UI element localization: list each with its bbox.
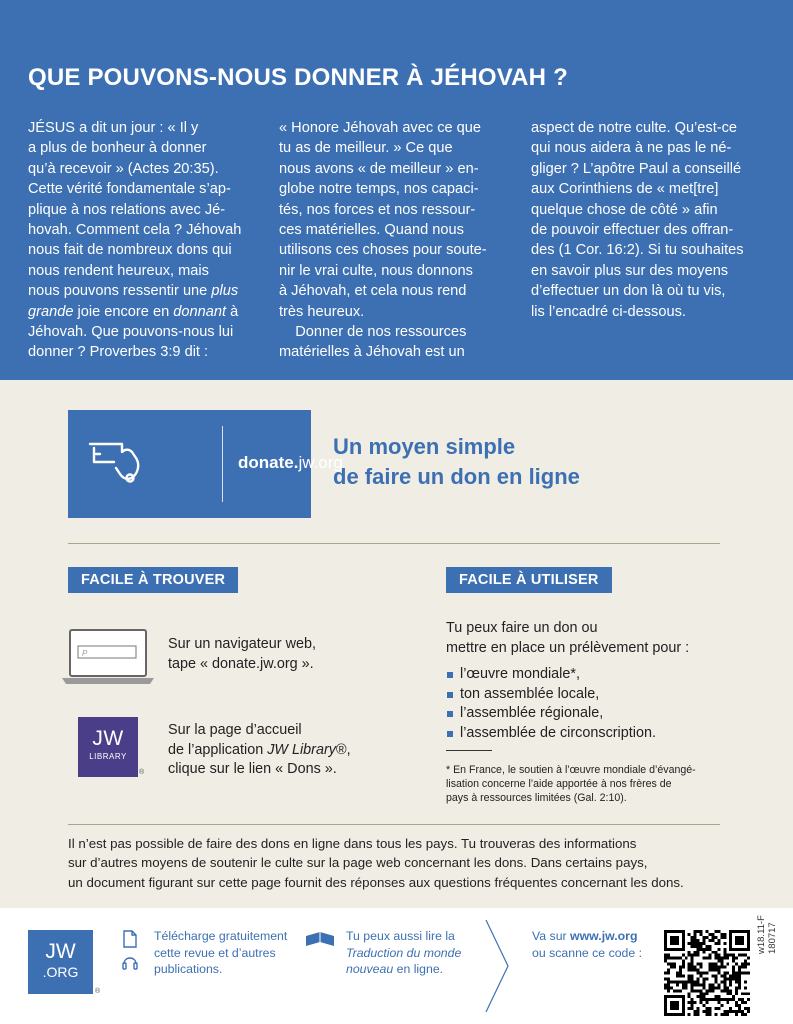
divider-top: [68, 543, 720, 544]
list-item: l’assemblée régionale,: [446, 704, 656, 724]
logo-jw: JW: [45, 940, 76, 963]
document-icon: [122, 930, 138, 970]
list-item: l’assemblée de circonscription.: [446, 724, 656, 744]
jw-library-app-icon[interactable]: [78, 717, 138, 777]
footnote: * En France, le soutien à l’œuvre mondiale d’évangé- lisation concerne l’aide apportée à nos frères de pays à ressources limitées (Gal. 2:10).: [446, 764, 696, 804]
banner-divider: [222, 426, 223, 502]
article-column-3: aspect de notre culte. Qu’est-ce qui nous aidera à ne pas le né- gliger ? L’apôtre Paul a conseillé aux Corinthiens de « met[tre] quelque chose de côté » afin de pouvoir effectuer des offran- des (1 Cor. 16:2). Si tu souhaites en savoir plus sur des moyens d’effectuer un don là où tu vis, lis l’encadré ci-dessous.: [531, 120, 744, 320]
donation-targets-list: [446, 665, 656, 743]
open-book-icon: [304, 930, 336, 948]
app-icon-library: LIBRARY: [89, 752, 127, 761]
app-registered-mark: ®: [139, 769, 145, 776]
bible-text-2: en ligne.: [393, 962, 444, 976]
page-title: QUE POUVONS-NOUS DONNER À JÉHOVAH ?: [28, 64, 568, 91]
col1-emphasis-1: plus grande: [28, 283, 243, 320]
article-column-1: [28, 118, 260, 363]
chevron-right-icon: [484, 918, 510, 1014]
logo-registered-mark: ®: [95, 988, 101, 995]
list-item: ton assemblée locale,: [446, 685, 656, 705]
donate-url-bold: donate.: [238, 453, 299, 472]
use-intro: Tu peux faire un don ou mettre en place un prélèvement pour :: [446, 620, 690, 656]
col1-text-end: à Jéhovah. Que pouvons-nous lui donner ? Proverbes 3:9 dit :: [28, 303, 239, 361]
visit-text: [532, 928, 642, 961]
qr-code-icon[interactable]: [664, 930, 750, 1016]
donate-banner[interactable]: [68, 410, 343, 518]
app-icon-jw: JW: [92, 727, 124, 750]
visit-text-2: ou scanne ce code :: [532, 945, 643, 960]
hand-card-icon: [88, 440, 208, 500]
tag-easy-to-find: FACILE À TROUVER: [68, 567, 238, 593]
footnote-rule: [446, 750, 492, 751]
list-item: l’œuvre mondiale*,: [446, 665, 656, 685]
publication-code: w18.11-F 180717: [756, 915, 778, 954]
visit-text-1: Va sur: [532, 929, 571, 943]
download-text[interactable]: Télécharge gratuitement cette revue et d’autres publications.: [154, 929, 288, 976]
app-instructions: [168, 721, 351, 780]
browser-instructions: Sur un navigateur web, tape « donate.jw.org ».: [168, 636, 316, 672]
jw-org-logo[interactable]: [28, 930, 93, 994]
donate-url[interactable]: [238, 453, 343, 473]
article-header-panel: [0, 0, 793, 380]
laptop-icon: [62, 628, 154, 686]
app-name: JW Library: [267, 741, 336, 758]
footer: [0, 908, 793, 1024]
logo-org: .ORG: [42, 964, 79, 980]
tag-easy-to-use: FACILE À UTILISER: [446, 567, 612, 593]
donate-headline: Un moyen simple de faire un don en ligne: [333, 434, 580, 489]
bible-online-text[interactable]: [346, 928, 461, 978]
availability-note: Il n’est pas possible de faire des dons en ligne dans tous les pays. Tu trouveras des informations sur d’autres moyens de soutenir le culte sur la page web concernant les dons. Dans certains pays, un document figurant sur cette page fournit des réponses aux questions fréquentes concernant les dons.: [68, 836, 684, 890]
visit-url[interactable]: www.jw.org: [570, 929, 638, 943]
app-text-2: ®, clique sur le lien « Dons ».: [168, 741, 351, 777]
col1-text: JÉSUS a dit un jour : « Il y a plus de bonheur à donner qu’à recevoir » (Actes 20:35). Cette vérité fondamentale s’ap- plique à nos relations avec Jé- hovah. Comment cela ? Jéhovah nous fait de nombreux dons qui nous rendent heureux, mais nous pouvons ressentir une: [28, 120, 242, 300]
col1-emphasis-2: donnant: [173, 303, 227, 320]
browser-placeholder: P: [82, 649, 88, 658]
donate-url-rest: jw.org: [298, 453, 343, 472]
app-text-1: Sur la page d’accueil de l’application: [168, 722, 302, 758]
article-column-2: « Honore Jéhovah avec ce que tu as de meilleur. » Ce que nous avons « de meilleur » en- globe notre temps, nos capaci- tés, nos forces et nos ressour- ces matérielles. Quand nous utilisons ces choses pour soute- nir le vrai culte, nous donnons à Jéhovah, et cela nous rend très heureux. Donner de nos ressources matérielles à Jéhovah est un: [279, 120, 487, 361]
bible-title: Traduction du monde nouveau: [346, 945, 462, 976]
divider-bottom: [68, 824, 720, 825]
col1-text-mid: joie encore en: [73, 303, 174, 320]
bible-text-1: Tu peux aussi lire la: [346, 929, 455, 943]
